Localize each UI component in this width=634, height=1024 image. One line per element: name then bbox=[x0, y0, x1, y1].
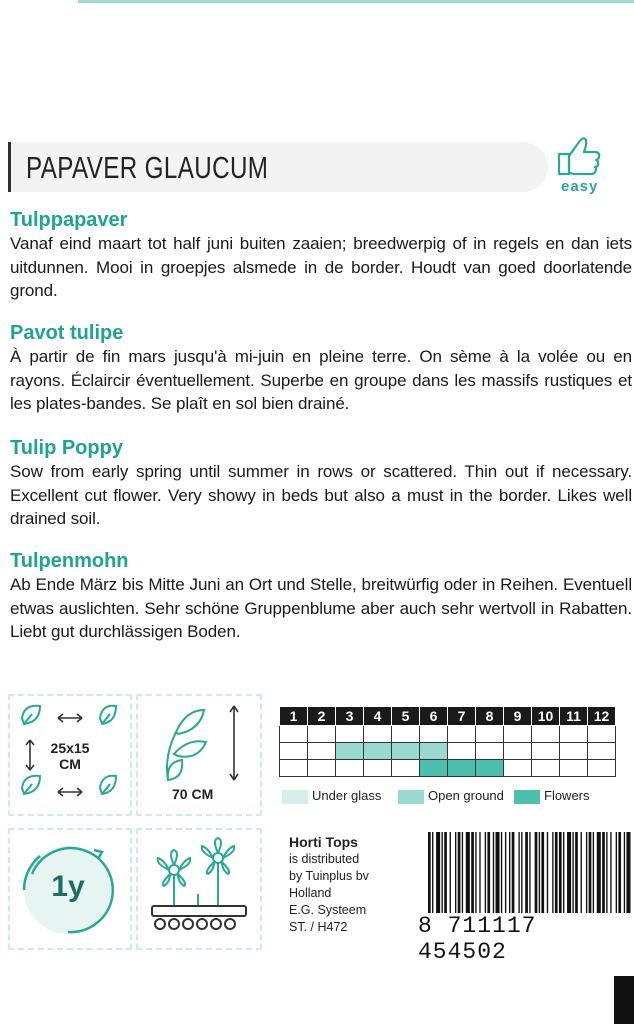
section-french bbox=[10, 321, 632, 416]
easy-badge bbox=[553, 134, 609, 196]
brand-name: Horti Tops bbox=[289, 834, 358, 850]
calendar-cell bbox=[476, 726, 504, 743]
calendar-cell bbox=[560, 743, 588, 760]
calendar-cell bbox=[504, 743, 532, 760]
section-text: Sow from early spring until summer in rows or scattered. Thin out if necessary. Excellent cut flower. Very showy in beds but also a must in the border. Likes well drained soil. bbox=[10, 462, 632, 528]
sowing-calendar bbox=[279, 706, 616, 777]
calendar-cell bbox=[588, 726, 616, 743]
calendar-cell bbox=[392, 760, 420, 777]
section-english bbox=[10, 436, 632, 531]
calendar-cell bbox=[504, 726, 532, 743]
month-8: 8 bbox=[476, 707, 504, 726]
height-icon-box bbox=[136, 694, 262, 816]
calendar-cell bbox=[280, 726, 308, 743]
spacing-value: 25x15 bbox=[50, 740, 90, 756]
calendar-cell bbox=[308, 760, 336, 777]
calendar-cell bbox=[308, 743, 336, 760]
seedling-icon-box bbox=[136, 828, 262, 950]
calendar-cell bbox=[476, 760, 504, 777]
calendar-cell bbox=[504, 760, 532, 777]
month-5: 5 bbox=[392, 707, 420, 726]
calendar-row-under-glass bbox=[280, 726, 616, 743]
calendar-cell bbox=[532, 726, 560, 743]
month-1: 1 bbox=[280, 707, 308, 726]
calendar-cell bbox=[392, 743, 420, 760]
month-2: 2 bbox=[308, 707, 336, 726]
calendar-cell bbox=[560, 726, 588, 743]
seedling-tray-icon bbox=[138, 830, 260, 948]
spacing-label bbox=[46, 740, 94, 772]
calendar-cell bbox=[392, 726, 420, 743]
title-bar bbox=[8, 142, 548, 192]
product-title: PAPAVER GLAUCUM bbox=[26, 150, 269, 185]
spacing-icon-box bbox=[8, 694, 132, 816]
easy-label: easy bbox=[561, 178, 599, 195]
legend-label-under-glass: Under glass bbox=[312, 788, 382, 803]
distributor-line: Holland bbox=[289, 886, 332, 900]
section-german bbox=[10, 549, 632, 644]
calendar-cell bbox=[588, 743, 616, 760]
lifecycle-label: 1y bbox=[51, 870, 85, 903]
legend-swatch-open-ground bbox=[398, 790, 424, 804]
calendar-row-flowers bbox=[280, 760, 616, 777]
legend-swatch-under-glass bbox=[282, 790, 308, 804]
barcode-number: 8 711117 454502 bbox=[416, 913, 634, 965]
distributor-line: is distributed bbox=[289, 852, 360, 866]
spacing-unit: CM bbox=[59, 756, 81, 772]
top-accent-line bbox=[78, 0, 634, 3]
bottom-edge-mark bbox=[614, 976, 634, 1024]
calendar-cell bbox=[364, 760, 392, 777]
section-heading: Pavot tulipe bbox=[10, 322, 124, 344]
calendar-cell bbox=[448, 726, 476, 743]
month-10: 10 bbox=[532, 707, 560, 726]
calendar-cell bbox=[420, 743, 448, 760]
title-bar-edge bbox=[8, 142, 11, 192]
legend-swatch-flowers bbox=[514, 790, 540, 804]
distributor-line: ST. / H472 bbox=[289, 920, 348, 934]
calendar-row-open-ground bbox=[280, 743, 616, 760]
calendar-cell bbox=[280, 743, 308, 760]
section-text: À partir de fin mars jusqu'à mi-juin en pleine terre. On sème à la volée ou en rayons. Éclaircir éventuellement. Superbe en groupe dans les massifs rustiques et les plates-bandes. Se plaît en sol bien drainé. bbox=[10, 347, 632, 413]
calendar-cell bbox=[448, 743, 476, 760]
section-text: Vanaf eind maart tot half juni buiten zaaien; breedwerpig of in regels en dan iets uitdunnen. Mooi in groepjes alsmede in de border. Houdt van goed doorlatende grond. bbox=[10, 234, 632, 300]
calendar-cell bbox=[336, 743, 364, 760]
thumbs-up-icon bbox=[553, 134, 603, 178]
month-11: 11 bbox=[560, 707, 588, 726]
section-dutch bbox=[10, 208, 632, 303]
calendar-cell bbox=[532, 743, 560, 760]
calendar-cell bbox=[420, 726, 448, 743]
section-text: Ab Ende März bis Mitte Juni an Ort und Stelle, breitwürfig oder in Reihen. Eventuell etwas auslichten. Sehr schöne Gruppenblume aber auch sehr wertvoll in Rabatten. Liebt gut durchlässigen Boden. bbox=[10, 575, 632, 641]
calendar-cell bbox=[364, 743, 392, 760]
distributor-line: by Tuinplus bv bbox=[289, 869, 369, 883]
calendar-cell bbox=[336, 726, 364, 743]
month-7: 7 bbox=[448, 707, 476, 726]
section-heading: Tulppapaver bbox=[10, 209, 128, 231]
distributor-line: E.G. Systeem bbox=[289, 903, 367, 917]
month-3: 3 bbox=[336, 707, 364, 726]
section-heading: Tulip Poppy bbox=[10, 437, 123, 459]
calendar-cell bbox=[448, 760, 476, 777]
calendar-cell bbox=[336, 760, 364, 777]
lifecycle-icon-box bbox=[8, 828, 132, 950]
calendar-cell bbox=[476, 743, 504, 760]
calendar-cell bbox=[364, 726, 392, 743]
calendar-cell bbox=[560, 760, 588, 777]
month-12: 12 bbox=[588, 707, 616, 726]
calendar-cell bbox=[588, 760, 616, 777]
calendar-cell bbox=[532, 760, 560, 777]
legend-label-open-ground: Open ground bbox=[428, 788, 504, 803]
calendar-header-row bbox=[280, 707, 616, 726]
calendar-cell bbox=[280, 760, 308, 777]
legend-label-flowers: Flowers bbox=[544, 788, 590, 803]
month-4: 4 bbox=[364, 707, 392, 726]
distributor-info bbox=[289, 834, 369, 936]
month-9: 9 bbox=[504, 707, 532, 726]
month-6: 6 bbox=[420, 707, 448, 726]
calendar-cell bbox=[420, 760, 448, 777]
section-heading: Tulpenmohn bbox=[10, 550, 129, 572]
height-label: 70 CM bbox=[172, 786, 214, 802]
calendar-cell bbox=[308, 726, 336, 743]
